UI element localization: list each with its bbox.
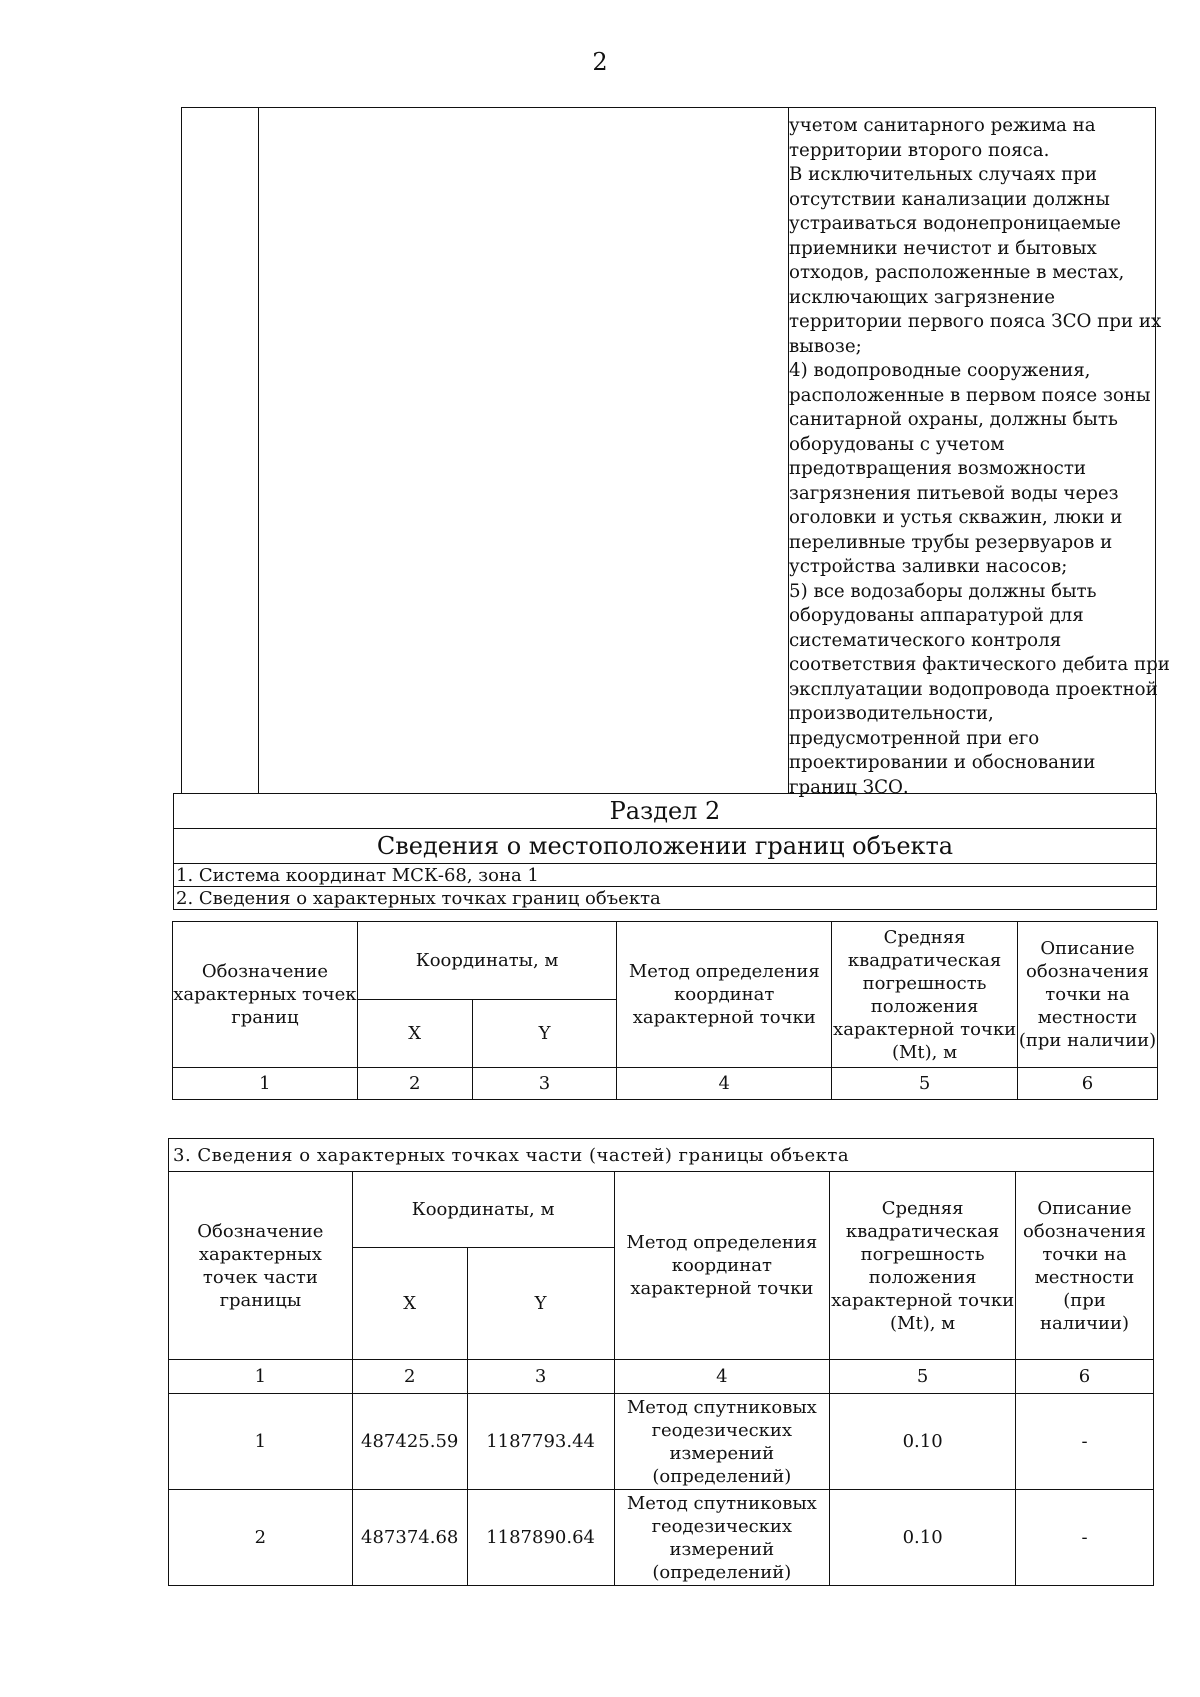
point-x: 487425.59 [352,1394,467,1490]
header-method: Метод определения координат характерной точки [617,922,832,1068]
text-line: границ ЗСО. [789,776,909,798]
text-line: исключающих загрязнение [789,286,1056,308]
header-designation: Обозначение характерных точек границ [173,922,358,1068]
point-description: - [1016,1490,1154,1586]
column-number: 6 [1018,1068,1158,1100]
header-coordinates: Координаты, м [352,1172,614,1248]
text-line: территории второго пояса. [789,139,1050,161]
continuation-col-number [182,108,259,793]
section-title: Раздел 2 [174,794,1157,829]
text-line: производительности, [789,703,994,724]
continuation-text [789,114,1170,800]
text-line: предусмотренной при его [789,727,1040,749]
text-line: 5) все водозаборы должны быть [789,580,1097,602]
point-id: 1 [169,1394,353,1490]
header-error: Средняя квадратическая погрешность положения характерной точки (Mt), м [832,922,1018,1068]
table-row [169,1394,1154,1490]
header-x: X [352,1248,467,1360]
header-description: Описание обозначения точки на местности (при наличии) [1018,922,1158,1068]
header-description: Описание обозначения точки на местности (при наличии) [1016,1172,1154,1360]
text-line: учетом санитарного режима на [789,115,1096,136]
column-number: 5 [832,1068,1018,1100]
text-line: загрязнения питьевой воды через [789,482,1119,504]
coord-system: 1. Система координат МСК-68, зона 1 [174,864,1157,887]
point-y: 1187793.44 [467,1394,614,1490]
column-number: 4 [614,1360,830,1394]
point-method: Метод спутниковых геодезических измерений (определений) [614,1394,830,1490]
text-line: 4) водопроводные сооружения, [789,360,1091,381]
page-number: 2 [592,48,608,76]
header-designation: Обозначение характерных точек части границы [169,1172,353,1360]
text-line: эксплуатации водопровода проектной [789,678,1158,700]
text-line: санитарной охраны, должны быть [789,409,1118,430]
text-line: расположенные в первом поясе зоны [789,384,1151,406]
text-line: проектировании и обосновании [789,752,1096,773]
point-id: 2 [169,1490,353,1586]
text-line: предотвращения возможности [789,458,1087,479]
text-line: приемники нечистот и бытовых [789,237,1097,259]
text-line: систематического контроля [789,629,1062,651]
text-line: переливные трубы резервуаров и [789,531,1113,553]
header-y: Y [472,1000,617,1068]
header-coordinates: Координаты, м [357,922,617,1000]
text-line: территории первого пояса ЗСО при их [789,311,1162,332]
point-method: Метод спутниковых геодезических измерений (определений) [614,1490,830,1586]
point-x: 487374.68 [352,1490,467,1586]
text-line: отходов, расположенные в местах, [789,262,1125,283]
section-subtitle: Сведения о местоположении границ объекта [174,829,1157,864]
text-line: отсутствии канализации должны [789,188,1110,210]
part-boundary-points-table [168,1138,1154,1586]
text-line: В исключительных случаях при [789,164,1097,185]
point-error: 0.10 [830,1490,1016,1586]
points-heading: 2. Сведения о характерных точках границ объекта [174,887,1157,910]
column-number: 2 [352,1360,467,1394]
header-x: X [357,1000,472,1068]
table-row [169,1490,1154,1586]
text-line: оборудованы аппаратурой для [789,605,1084,626]
section-header-table [173,793,1157,910]
text-line: вывозе; [789,335,862,357]
column-number: 1 [173,1068,358,1100]
column-number: 3 [467,1360,614,1394]
header-method: Метод определения координат характерной точки [614,1172,830,1360]
continuation-table [181,107,1170,798]
column-number: 3 [472,1068,617,1100]
point-error: 0.10 [830,1394,1016,1490]
point-y: 1187890.64 [467,1490,614,1586]
column-number: 5 [830,1360,1016,1394]
column-number: 2 [357,1068,472,1100]
point-description: - [1016,1394,1154,1490]
header-y: Y [467,1248,614,1360]
part-points-heading: 3. Сведения о характерных точках части (частей) границы объекта [169,1139,1154,1172]
column-number: 1 [169,1360,353,1394]
continuation-col-name [258,108,789,793]
text-line: оборудованы с учетом [789,433,1005,455]
column-number: 6 [1016,1360,1154,1394]
text-line: устройства заливки насосов; [789,556,1068,577]
column-number: 4 [617,1068,832,1100]
header-error: Средняя квадратическая погрешность положения характерной точки (Mt), м [830,1172,1016,1360]
boundary-points-table [172,921,1158,1100]
text-line: оголовки и устья скважин, люки и [789,507,1123,528]
text-line: устраиваться водонепроницаемые [789,213,1121,234]
text-line: соответствия фактического дебита при [789,654,1170,675]
